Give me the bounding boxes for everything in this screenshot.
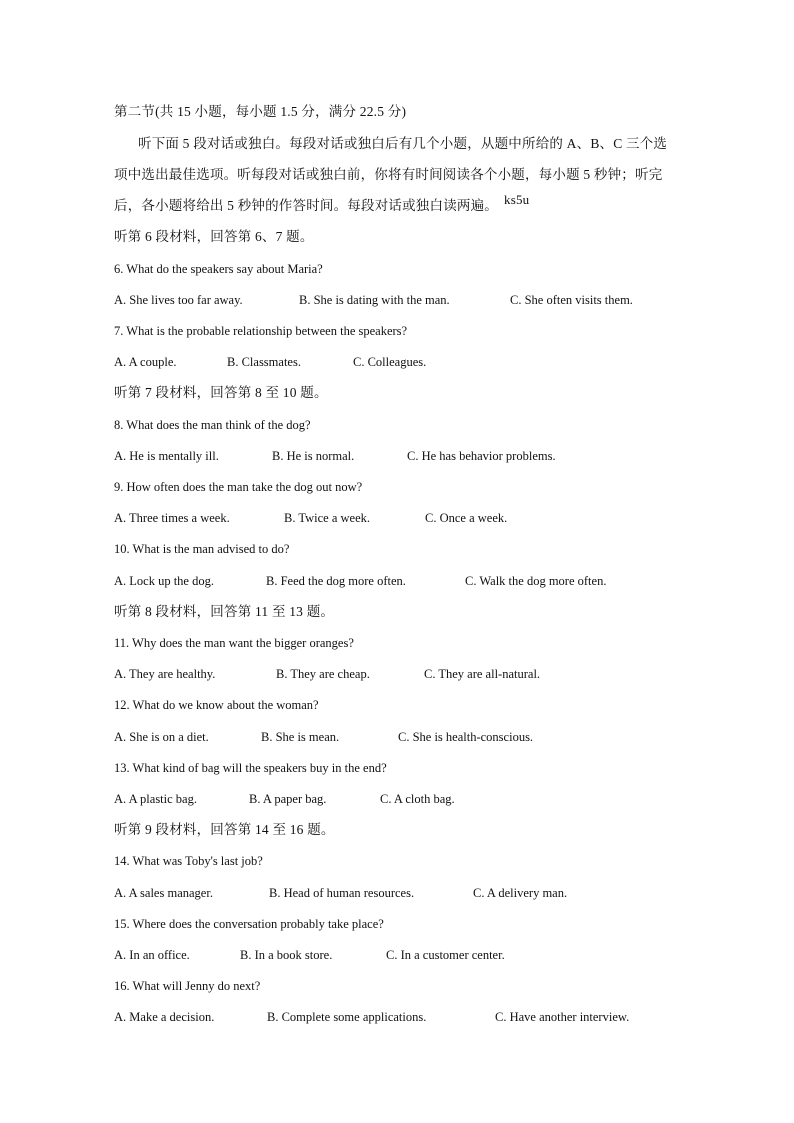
question-9-options — [114, 510, 507, 526]
question-10-options — [114, 573, 606, 589]
question-9-option-a: A. Three times a week. — [114, 511, 230, 525]
question-16-option-a: A. Make a decision. — [114, 1010, 215, 1024]
question-6-option-c: C. She often visits them. — [510, 293, 633, 307]
group-intro-9: 听第 9 段材料，回答第 14 至 16 题。 — [114, 822, 335, 837]
instructions-line-3 — [114, 192, 530, 214]
question-15-option-c: C. In a customer center. — [386, 948, 505, 962]
question-12-stem: 12. What do we know about the woman? — [114, 698, 319, 712]
question-13-stem: 13. What kind of bag will the speakers buy in the end? — [114, 761, 387, 775]
instructions-line-2: 项中选出最佳选项。听每段对话或独白前，你将有时间阅读各个小题，每小题 5 秒钟；听完 — [114, 167, 663, 182]
question-7-option-b: B. Classmates. — [227, 355, 301, 369]
group-intro-7: 听第 7 段材料，回答第 8 至 10 题。 — [114, 385, 328, 400]
question-12-options — [114, 729, 533, 745]
question-15-stem: 15. Where does the conversation probably take place? — [114, 917, 384, 931]
group-intro-8: 听第 8 段材料，回答第 11 至 13 题。 — [114, 604, 335, 619]
question-15-options — [114, 947, 505, 963]
question-13-option-c: C. A cloth bag. — [380, 792, 455, 806]
question-14-options — [114, 885, 567, 901]
question-15-option-a: A. In an office. — [114, 948, 190, 962]
question-16-options — [114, 1009, 629, 1025]
question-7-option-a: A. A couple. — [114, 355, 177, 369]
question-11-option-c: C. They are all-natural. — [424, 667, 541, 681]
question-8-option-c: C. He has behavior problems. — [407, 449, 556, 463]
question-13-option-a: A. A plastic bag. — [114, 792, 197, 806]
question-14-option-b: B. Head of human resources. — [269, 886, 415, 900]
question-7-option-c: C. Colleagues. — [353, 355, 427, 369]
question-7-stem: 7. What is the probable relationship between the speakers? — [114, 324, 408, 338]
question-11-option-b: B. They are cheap. — [276, 667, 370, 681]
group-intro-6: 听第 6 段材料，回答第 6、7 题。 — [114, 229, 314, 244]
question-16-stem: 16. What will Jenny do next? — [114, 979, 261, 993]
question-11-option-a: A. They are healthy. — [114, 667, 216, 681]
question-9-option-c: C. Once a week. — [425, 511, 508, 525]
instructions-line-1: 听下面 5 段对话或独白。每段对话或独白后有几个小题，从题中所给的 A、B、C 三个选 — [138, 136, 668, 151]
question-8-stem: 8. What does the man think of the dog? — [114, 418, 311, 432]
question-6-stem: 6. What do the speakers say about Maria? — [114, 262, 323, 276]
question-9-option-b: B. Twice a week. — [284, 511, 371, 525]
question-10-option-b: B. Feed the dog more often. — [266, 574, 406, 588]
question-10-stem: 10. What is the man advised to do? — [114, 542, 290, 556]
question-10-option-c: C. Walk the dog more often. — [465, 574, 607, 588]
question-11-stem: 11. Why does the man want the bigger oranges? — [114, 636, 354, 650]
question-10-option-a: A. Lock up the dog. — [114, 574, 214, 588]
question-6-option-b: B. She is dating with the man. — [299, 293, 450, 307]
question-11-options — [114, 666, 540, 682]
question-8-option-a: A. He is mentally ill. — [114, 449, 219, 463]
question-13-option-b: B. A paper bag. — [249, 792, 327, 806]
question-14-option-a: A. A sales manager. — [114, 886, 213, 900]
question-14-option-c: C. A delivery man. — [473, 886, 568, 900]
question-16-option-b: B. Complete some applications. — [267, 1010, 427, 1024]
question-16-option-c: C. Have another interview. — [495, 1010, 630, 1024]
question-12-option-c: C. She is health-conscious. — [398, 730, 534, 744]
question-8-option-b: B. He is normal. — [272, 449, 355, 463]
watermark-text: ks5u — [504, 192, 530, 207]
question-13-options — [114, 791, 455, 807]
question-6-option-a: A. She lives too far away. — [114, 293, 243, 307]
question-14-stem: 14. What was Toby's last job? — [114, 854, 263, 868]
question-15-option-b: B. In a book store. — [240, 948, 333, 962]
question-12-option-b: B. She is mean. — [261, 730, 340, 744]
question-8-options — [114, 448, 556, 464]
question-9-stem: 9. How often does the man take the dog out now? — [114, 480, 363, 494]
question-12-option-a: A. She is on a diet. — [114, 730, 209, 744]
instructions-line-3-text: 后，各小题将给出 5 秒钟的作答时间。每段对话或独白读两遍。 — [114, 198, 498, 213]
question-7-options — [114, 354, 426, 370]
section-heading: 第二节(共 15 小题，每小题 1.5 分，满分 22.5 分) — [114, 104, 407, 119]
question-6-options — [114, 292, 633, 308]
